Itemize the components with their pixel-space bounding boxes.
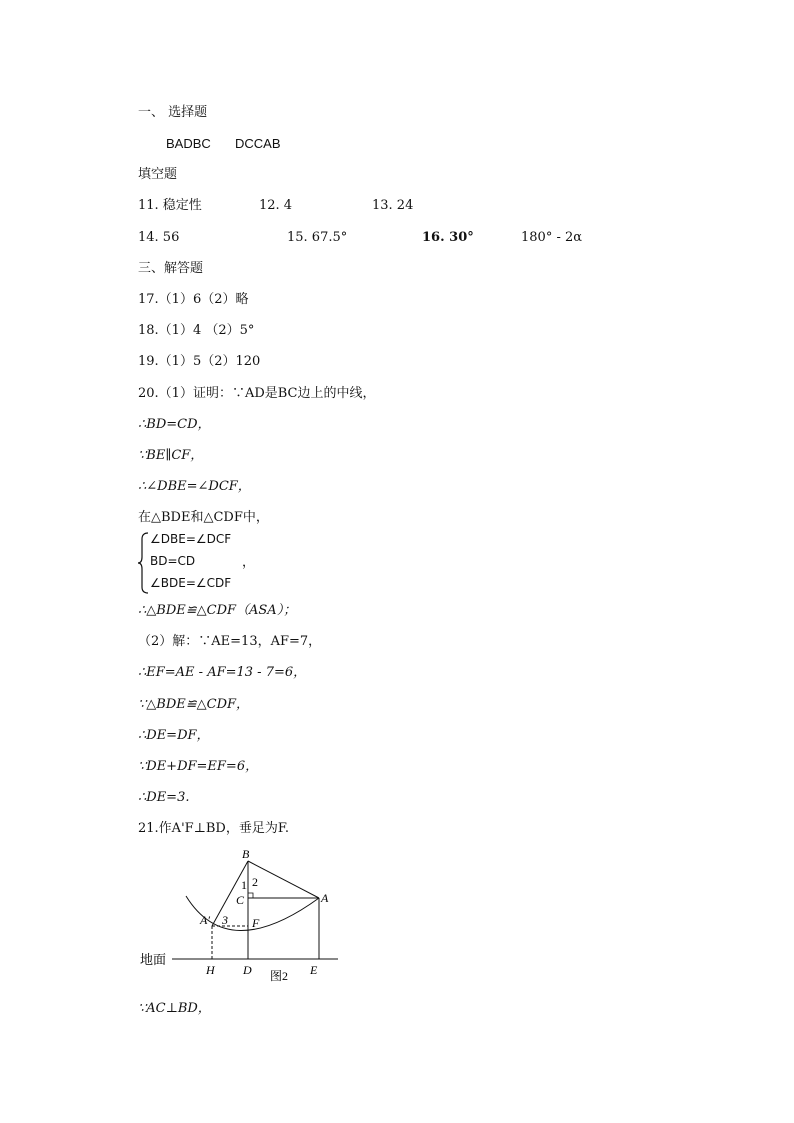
q20-line-1: 20.（1）证明：∵AD是BC边上的中线， <box>138 386 376 401</box>
figure-caption: 图2 <box>270 969 289 983</box>
brace-row-2: BD=CD <box>150 554 196 568</box>
answer-15: 15. 67.5° <box>287 230 348 245</box>
q20-line-2: ∴BD=CD， <box>138 417 211 432</box>
answer-13: 13. 24 <box>372 198 414 213</box>
section-title-fill: 填空题 <box>138 167 178 182</box>
section-title-solve: 三、解答题 <box>138 261 204 276</box>
geometry-figure <box>138 846 358 986</box>
label-3: 3 <box>222 913 228 927</box>
left-brace-icon <box>138 532 150 594</box>
q20-line-6: ∴△BDE≌△CDF（ASA）； <box>138 603 297 618</box>
answer-19: 19.（1）5（2）120 <box>138 354 261 369</box>
q21-line-last: ∵AC⊥BD， <box>138 1001 211 1016</box>
q20-brace-system <box>138 532 278 594</box>
choice-answers-1: BADBC <box>166 136 211 151</box>
right-angle-mark <box>248 893 253 898</box>
label-1: 1 <box>241 878 247 892</box>
q20-line-12: ∴DE=3. <box>138 790 190 805</box>
q20-line-7: （2）解：∵AE=13，AF=7， <box>138 634 322 649</box>
q20-line-9: ∵△BDE≌△CDF， <box>138 697 250 712</box>
choice-answers-2: DCCAB <box>235 136 281 151</box>
answer-16: 16. 30° <box>422 230 474 245</box>
q20-line-5: 在△BDE和△CDF中， <box>138 510 269 525</box>
ground-label: 地面 <box>140 952 167 967</box>
q20-line-10: ∴DE=DF， <box>138 728 210 743</box>
label-a: A <box>321 891 329 905</box>
q20-line-11: ∵DE+DF=EF=6， <box>138 759 259 774</box>
q20-line-3: ∵BE∥CF， <box>138 448 204 463</box>
label-b: B <box>242 847 250 861</box>
answer-18: 18.（1）4 （2）5° <box>138 323 255 338</box>
q21-line-1: 21.作A'F⊥BD，垂足为F. <box>138 821 289 836</box>
label-c: C <box>236 893 245 907</box>
brace-row-3: ∠BDE=∠CDF <box>150 576 232 590</box>
answer-16-alt: 180° - 2α <box>521 230 583 245</box>
label-f: F <box>252 916 260 930</box>
label-aprime: A′ <box>200 913 210 927</box>
q20-line-4: ∴∠DBE=∠DCF， <box>138 479 251 494</box>
answer-11: 11. 稳定性 <box>138 198 202 213</box>
label-d: D <box>243 963 252 977</box>
answer-14: 14. 56 <box>138 230 180 245</box>
label-2: 2 <box>252 875 258 889</box>
label-e: E <box>310 963 318 977</box>
answer-17: 17.（1）6（2）略 <box>138 292 249 307</box>
brace-row-1: ∠DBE=∠DCF <box>150 532 232 546</box>
line-ba <box>248 861 319 898</box>
answer-12: 12. 4 <box>259 198 293 213</box>
label-h: H <box>206 963 215 977</box>
brace-row-2-comma: ， <box>242 555 256 570</box>
q20-line-8: ∴EF=AE - AF=13 - 7=6， <box>138 665 307 680</box>
section-title-choice: 一、 选择题 <box>138 105 208 120</box>
